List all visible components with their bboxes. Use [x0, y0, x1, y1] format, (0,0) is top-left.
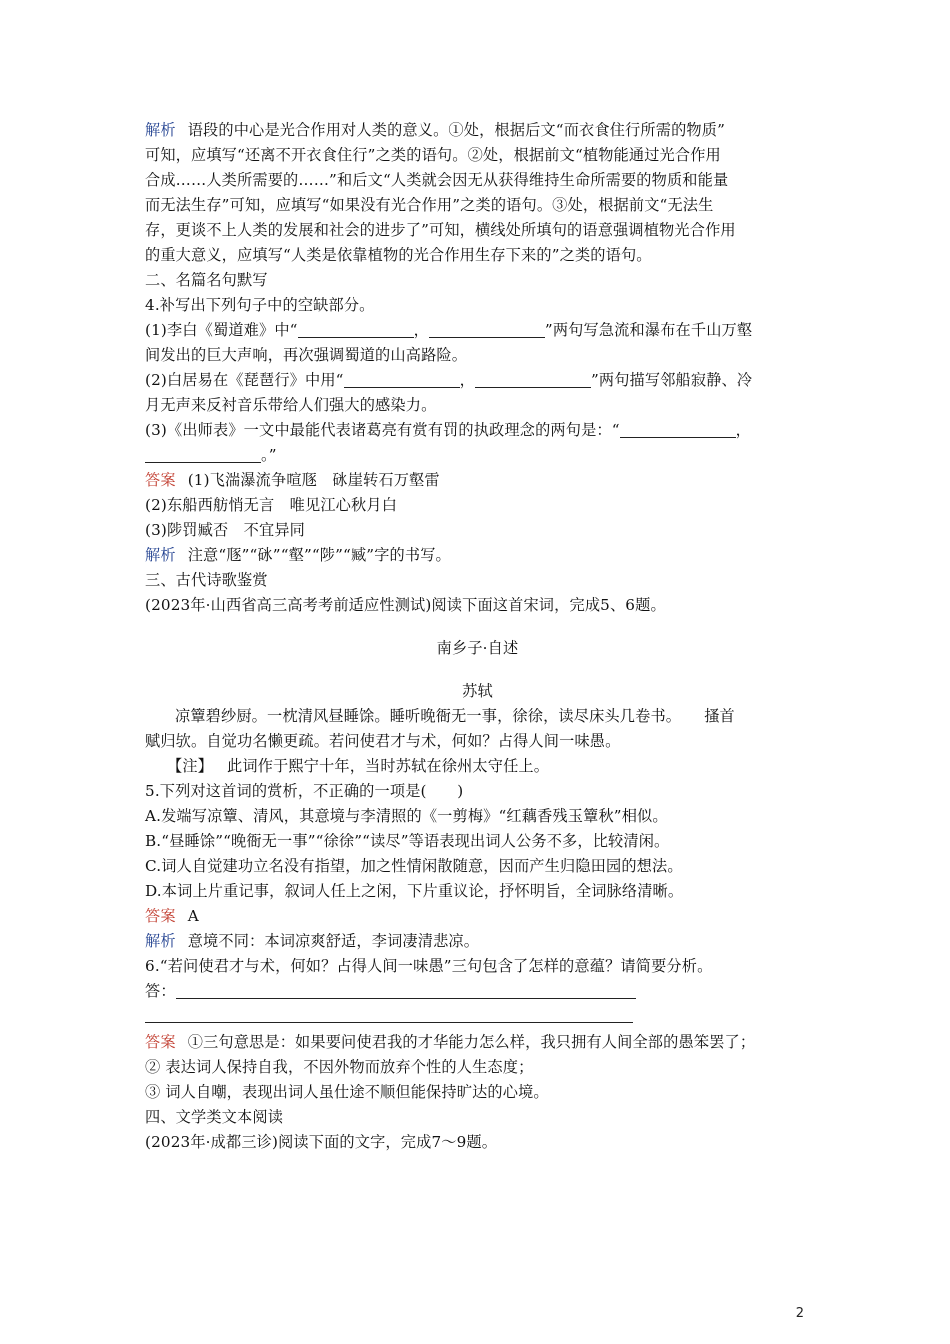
section-heading: 三、古代诗歌鉴赏	[145, 571, 268, 589]
question-stem: 5.下列对这首词的赏析，不正确的一项是( )	[145, 782, 464, 800]
answer-prompt-line: 答：	[145, 979, 810, 1004]
note-label: 【注】	[167, 757, 214, 775]
q6-answer-line: ② 表达词人保持自我，不因外物而放弃个性的人生态度；	[145, 1058, 534, 1076]
fill-blank[interactable]	[620, 421, 736, 438]
document-page	[145, 118, 810, 1155]
q3-analysis-line: 存，更谈不上人类的发展和社会的进步了”可知，横线处所填句的语意强调植物光合作用	[145, 221, 736, 239]
q3-analysis-line: 可知，应填写“还离不开衣食住行”之类的语句。②处，根据前文“植物能通过光合作用	[145, 146, 721, 164]
option-c: C.词人自觉建功立名没有指望，加之性情闲散随意，因而产生归隐田园的想法。	[145, 857, 683, 875]
answer-label: 答案	[145, 471, 176, 489]
q3-analysis-line: 合成……人类所需要的……”和后文“人类就会因无从获得维持生命所需要的物质和能量	[145, 171, 729, 189]
q4-answer-line: 答案 (1)飞湍瀑流争喧豗 砯崖转石万壑雷	[145, 471, 440, 489]
q4-1-line: 间发出的巨大声响，再次强调蜀道的山高路险。	[145, 346, 468, 364]
analysis-label: 解析	[145, 932, 176, 950]
section-heading: 四、文学类文本阅读	[145, 1108, 284, 1126]
analysis-label: 解析	[145, 546, 176, 564]
fill-blank[interactable]	[145, 446, 261, 463]
q4-answer-line: (3)陟罚臧否 不宜异同	[145, 521, 306, 539]
q4-1-line: (1)李白《蜀道难》中“ ， ”两句写急流和瀑布在千山万壑	[145, 321, 753, 339]
answer-label: 答案	[145, 1033, 176, 1051]
q6-answer-line: 答案 ①三句意思是：如果要问使君我的才华能力怎么样，我只拥有人间全部的愚笨罢了；	[145, 1033, 756, 1051]
q4-2-line: (2)白居易在《琵琶行》中用“ ， ”两句描写邻船寂静、冷	[145, 371, 753, 389]
q3-analysis-line: 的重大意义，应填写“人类是依靠植物的光合作用生存下来的”之类的语句。	[145, 246, 652, 264]
q3-analysis-line: 解析 语段的中心是光合作用对人类的意义。①处，根据后文“而衣食住行所需的物质”	[145, 121, 725, 139]
poem-author: 苏轼	[462, 682, 493, 700]
fill-blank[interactable]	[429, 321, 545, 338]
question-stem: 4.补写出下列句子中的空缺部分。	[145, 296, 375, 314]
q4-2-line: 月无声来反衬音乐带给人们强大的感染力。	[145, 396, 437, 414]
section-heading: 二、名篇名句默写	[145, 271, 268, 289]
q5-answer-line: 答案 A	[145, 907, 199, 925]
poem-title: 南乡子·自述	[436, 639, 519, 657]
source-line: (2023年·成都三诊)阅读下面的文字，完成7～9题。	[145, 1133, 498, 1151]
question-stem: 6.“若问使君才与术，何如？占得人间一味愚”三句包含了怎样的意蕴？请简要分析。	[145, 957, 713, 975]
poem-note: 【注】 此词作于熙宁十年，当时苏轼在徐州太守任上。	[145, 754, 810, 779]
q4-3-line: 。”	[145, 443, 810, 468]
fill-blank[interactable]	[344, 371, 460, 388]
fill-blank[interactable]	[298, 321, 414, 338]
analysis-label: 解析	[145, 121, 176, 139]
source-line: (2023年·山西省高三高考考前适应性测试)阅读下面这首宋词，完成5、6题。	[145, 596, 666, 614]
option-a: A.发端写凉簟、清风，其意境与李清照的《一剪梅》“红藕香残玉簟秋”相似。	[145, 807, 668, 825]
option-b: B.“昼睡馀”“晚衙无一事”“徐徐”“读尽”等语表现出词人公务不多，比较清闲。	[145, 832, 670, 850]
q4-3-line: (3)《出师表》一文中最能代表诸葛亮有赏有罚的执政理念的两句是：“ ，	[145, 421, 752, 439]
q6-answer-line: ③ 词人自嘲，表现出词人虽仕途不顺但能保持旷达的心境。	[145, 1083, 549, 1101]
q5-analysis-line: 解析 意境不同：本词凉爽舒适，李词凄清悲凉。	[145, 932, 480, 950]
page-number: 2	[795, 1306, 804, 1321]
fill-blank[interactable]	[475, 371, 591, 388]
q4-answer-line: (2)东船西舫悄无言 唯见江心秋月白	[145, 496, 398, 514]
q3-analysis-line: 而无法生存”可知，应填写“如果没有光合作用”之类的语句。③处，根据前文“无法生	[145, 196, 714, 214]
answer-write-line[interactable]	[145, 1004, 633, 1023]
q4-analysis-line: 解析 注意“豗”“砯”“壑”“陟”“臧”字的书写。	[145, 546, 451, 564]
poem-line: 凉簟碧纱厨。一枕清风昼睡馀。睡听晚衙无一事，徐徐，读尽床头几卷书。 搔首	[175, 707, 735, 725]
poem-line: 赋归欤。自觉功名懒更疏。若问使君才与术，何如？占得人间一味愚。	[145, 732, 621, 750]
option-d: D.本词上片重记事，叙词人任上之闲，下片重议论，抒怀明旨，全词脉络清晰。	[145, 882, 684, 900]
answer-label: 答案	[145, 907, 176, 925]
answer-write-line[interactable]	[176, 982, 636, 999]
